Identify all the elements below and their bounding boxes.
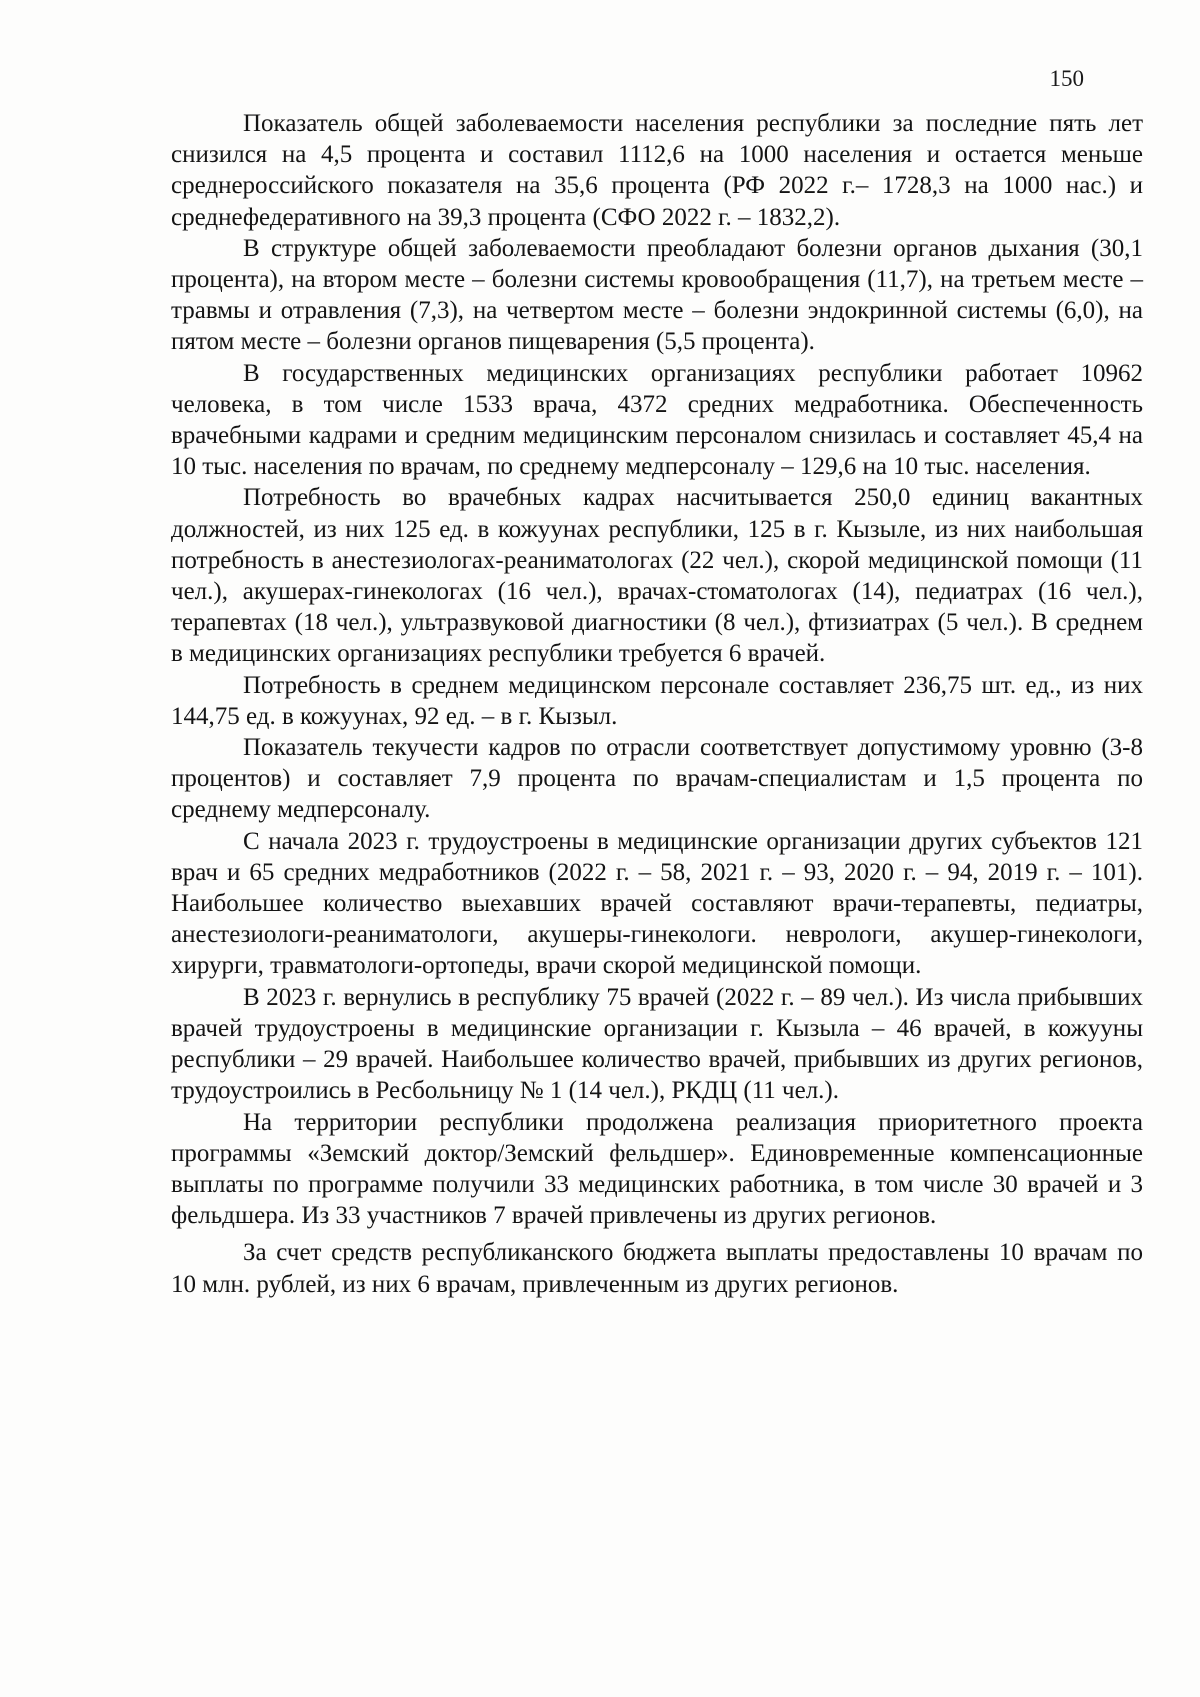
- paragraph-republic-budget: За счет средств республиканского бюджета выплаты предоставлены 10 врачам по 10 млн. рублей, из них 6 врачам, привлеченным из других регионов.: [171, 1239, 1143, 1298]
- paragraph-turnover: Показатель текучести кадров по отрасли соответствует допустимому уровню (3-8 процентов) и составляет 7,9 процента по врачам-специалистам и 1,5 процента по среднему медперсоналу.: [171, 734, 1143, 824]
- paragraph-zemsky-program: На территории республики продолжена реализация приоритетного проекта программы «Земский доктор/Земский фельдшер». Единовременные компенсационные выплаты по программе получили 33 медицинских работника, в том числе 30 врачей и 3 фельдшера. Из 33 участников 7 врачей привлечены из других регионов.: [171, 1108, 1143, 1230]
- paragraph-morbidity-rate: Показатель общей заболеваемости населения республики за последние пять лет снизился на 4,5 процента и составил 1112,6 на 1000 населения и остается меньше среднероссийского показателя на 35,6 процента (РФ 2022 г.– 1728,3 на 1000 нас.) и среднефедеративного на 39,3 процента (СФО 2022 г. – 1832,2).: [171, 110, 1143, 231]
- paragraph-staffing: В государственных медицинских организациях республики работает 10962 человека, в том числе 1533 врача, 4372 средних медработника. Обеспеченность врачебными кадрами и средним медицинским персоналом снизилась и составляет 45,4 на 10 тыс. населения по врачам, по среднему медперсоналу – 129,6 на 10 тыс. населения.: [171, 359, 1143, 481]
- paragraph-physician-demand: Потребность во врачебных кадрах насчитывается 250,0 единиц вакантных должностей, из них 125 ед. в кожуунах республики, 125 в г. Кызыле, из них наибольшая потребность в анестезиологах-реаниматологах (22 чел.), скорой медицинской помощи (11 чел.), акушерах-гинекологах (16 чел.), врачах-стоматологах (14), педиатрах (16 чел.), терапевтах (18 чел.), ультразвуковой диагностики (8 чел.), фтизиатрах (5 чел.). В среднем в медицинских организациях республики требуется 6 врачей.: [171, 484, 1143, 668]
- page-number: 150: [1049, 66, 1084, 91]
- paragraph-departures: С начала 2023 г. трудоустроены в медицинские организации других субъектов 121 врач и 65 средних медработников (2022 г. – 58, 2021 г. – 93, 2020 г. – 94, 2019 г. – 101). Наибольшее количество выехавших врачей составляют врачи-терапевты, педиатры, анестезиологи-реаниматологи, акушеры-гинекологи. неврологи, акушер-гинекологи, хирурги, травматологи-ортопеды, врачи скорой медицинской помощи.: [171, 827, 1143, 980]
- paragraph-nurse-demand: Потребность в среднем медицинском персонале составляет 236,75 шт. ед., из них 144,75 ед. в кожуунах, 92 ед. – в г. Кызыл.: [171, 671, 1143, 730]
- body-text: [171, 108, 1143, 1300]
- paragraph-returns: В 2023 г. вернулись в республику 75 врачей (2022 г. – 89 чел.). Из числа прибывших врачей трудоустроены в медицинские организации г. Кызыла – 46 врачей, в кожууны республики – 29 врачей. Наибольшее количество врачей, прибывших из других регионов, трудоустроились в Ресбольницу № 1 (14 чел.), РКДЦ (11 чел.).: [171, 983, 1143, 1105]
- paragraph-morbidity-structure: В структуре общей заболеваемости преобладают болезни органов дыхания (30,1 процента), на втором месте – болезни системы кровообращения (11,7), на третьем месте – травмы и отравления (7,3), на четвертом месте – болезни эндокринной системы (6,0), на пятом месте – болезни органов пищеварения (5,5 процента).: [171, 234, 1143, 356]
